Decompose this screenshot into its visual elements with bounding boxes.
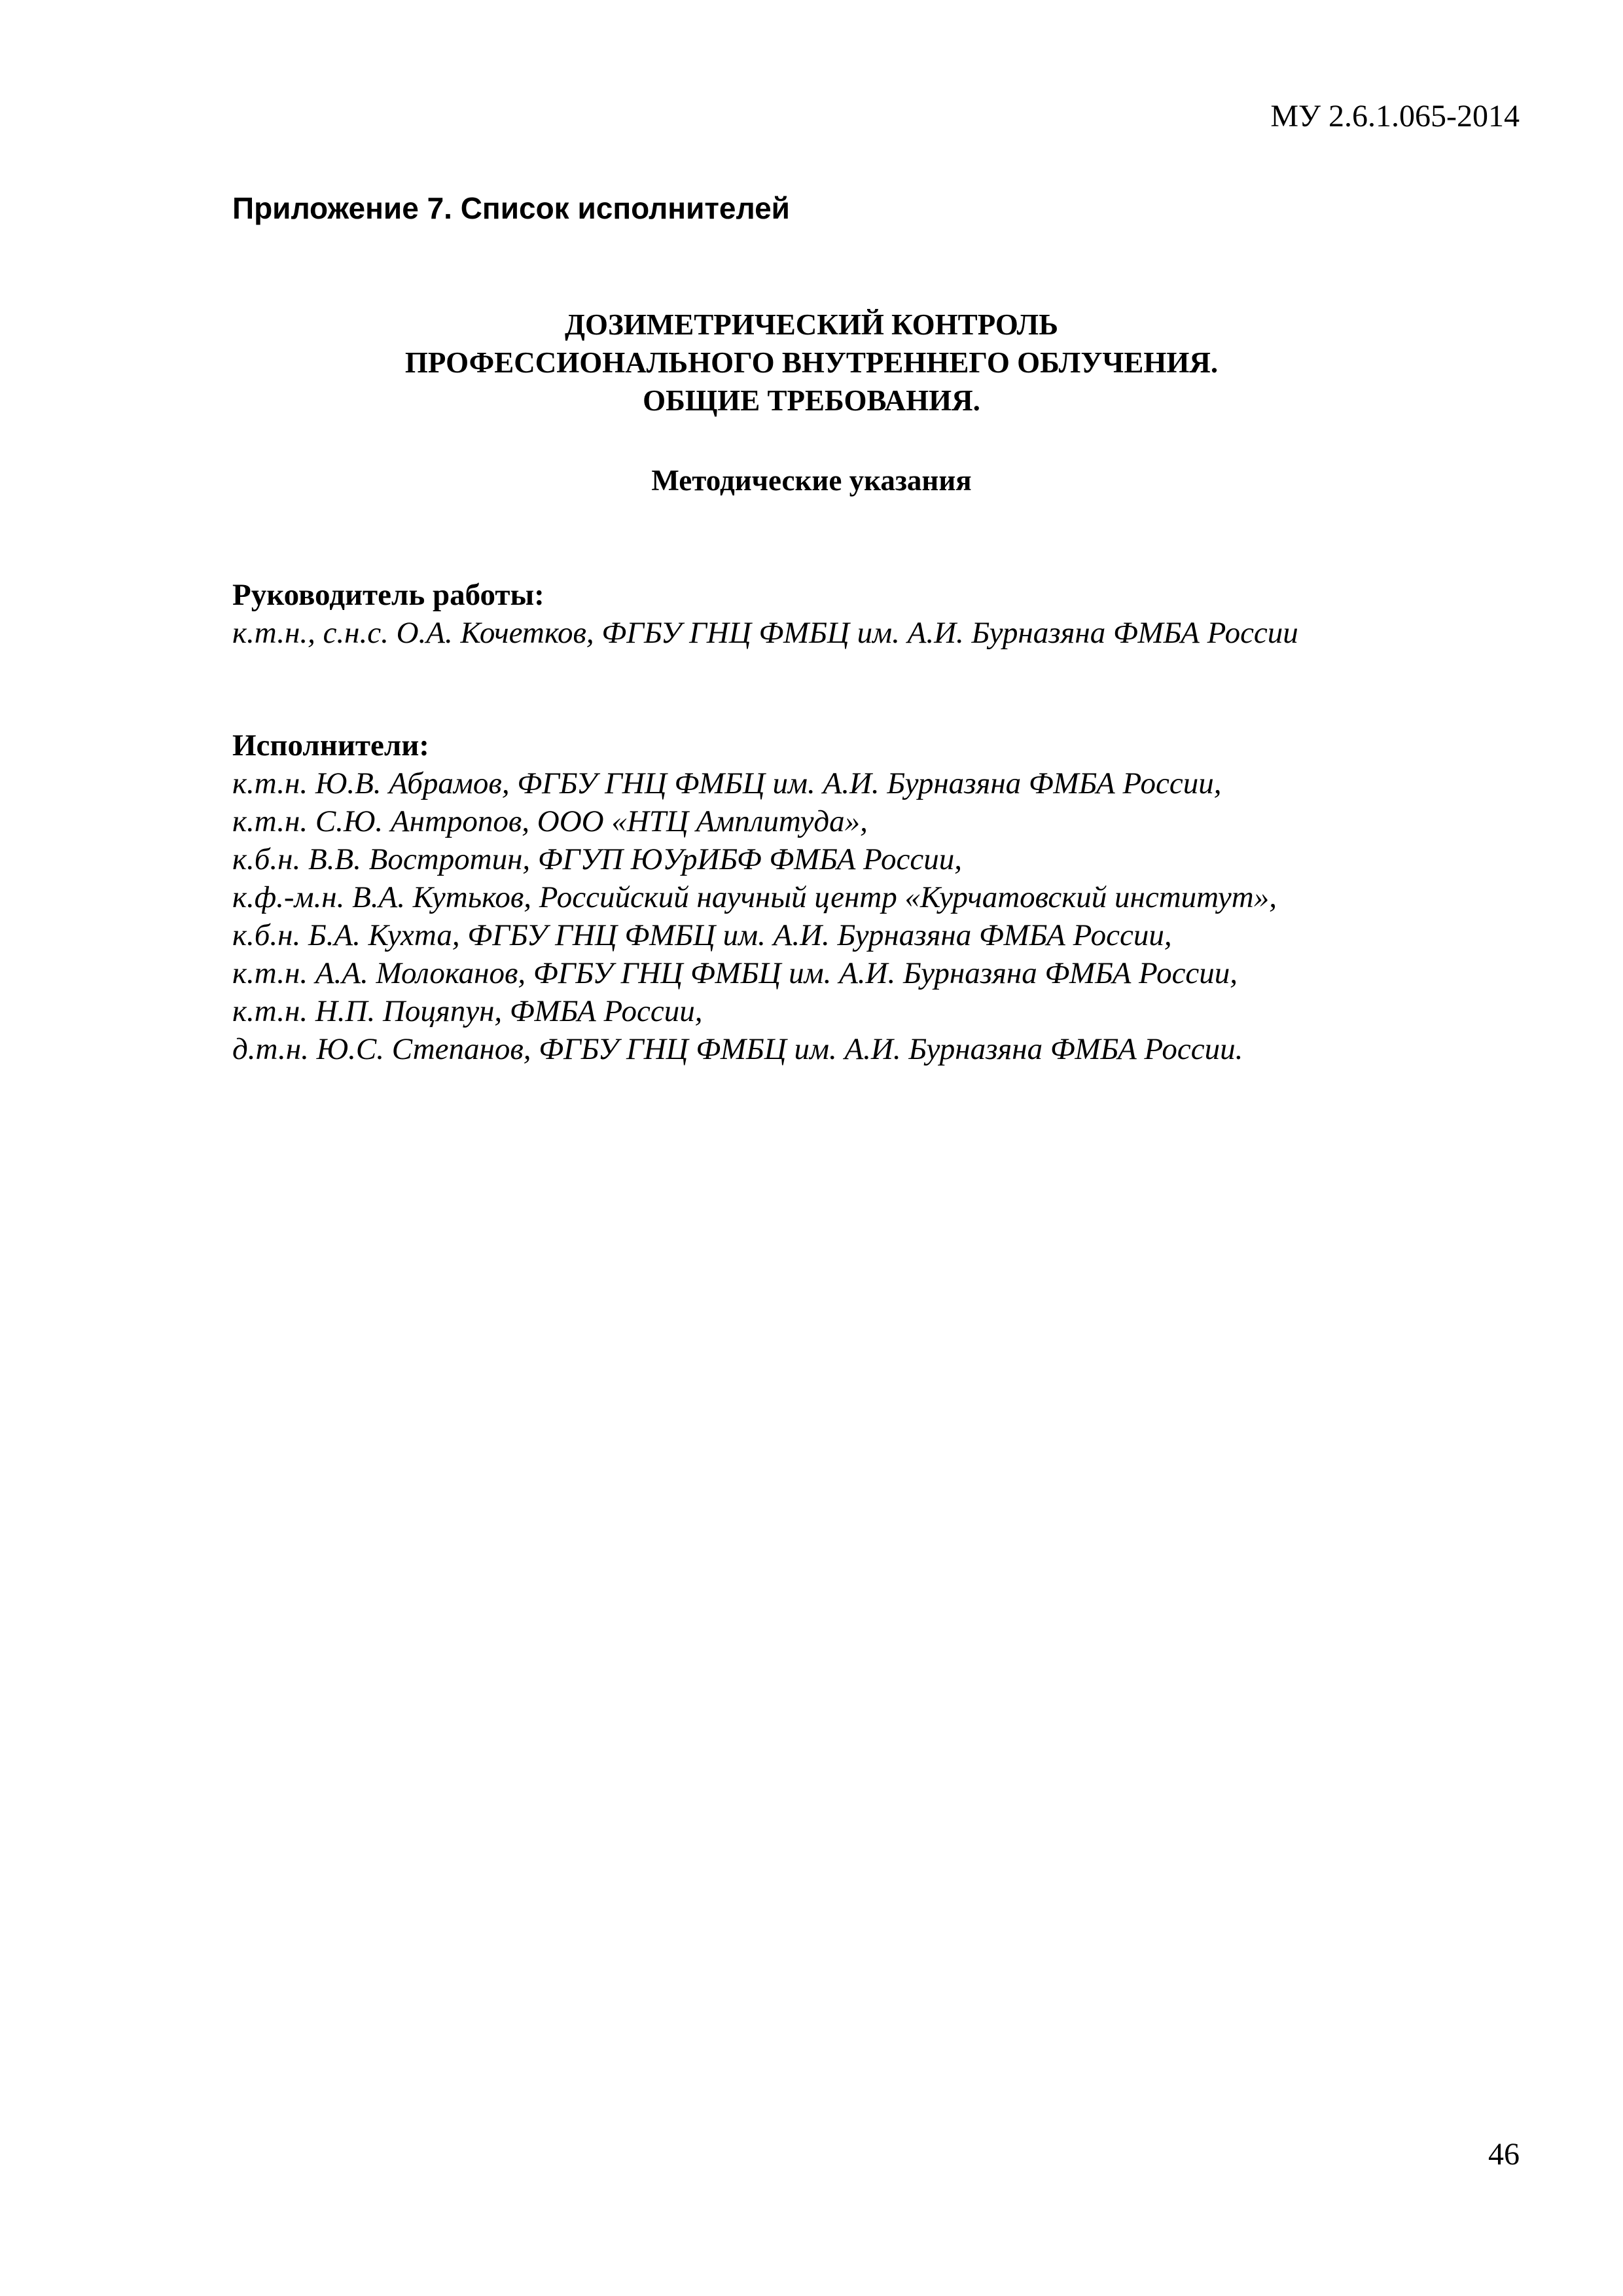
- performer-entry: к.т.н. Ю.В. Абрамов, ФГБУ ГНЦ ФМБЦ им. А.И. Бурназяна ФМБА России,: [232, 766, 1222, 800]
- appendix-title: Приложение 7. Список исполнителей: [232, 191, 790, 225]
- page-number: 46: [1488, 2137, 1520, 2172]
- document-code: МУ 2.6.1.065-2014: [1270, 99, 1520, 134]
- performer-entry: к.т.н. С.Ю. Антропов, ООО «НТЦ Амплитуда»,: [232, 804, 868, 838]
- document-title: [0, 306, 1623, 420]
- work-leader-section: [232, 576, 1298, 652]
- performer-entry: к.т.н. Н.П. Поцяпун, ФМБА России,: [232, 994, 703, 1028]
- document-title-line: ОБЩИЕ ТРЕБОВАНИЯ.: [643, 384, 980, 417]
- work-leader-heading: Руководитель работы:: [232, 578, 544, 612]
- performer-entry: к.б.н. Б.А. Кухта, ФГБУ ГНЦ ФМБЦ им. А.И. Бурназяна ФМБА России,: [232, 918, 1172, 952]
- performer-entry: к.т.н. А.А. Молоканов, ФГБУ ГНЦ ФМБЦ им. А.И. Бурназяна ФМБА России,: [232, 956, 1238, 990]
- work-leader-entry: к.т.н., с.н.с. О.А. Кочетков, ФГБУ ГНЦ ФМБЦ им. А.И. Бурназяна ФМБА России: [232, 616, 1298, 650]
- performer-entry: д.т.н. Ю.С. Степанов, ФГБУ ГНЦ ФМБЦ им. А.И. Бурназяна ФМБА России.: [232, 1032, 1243, 1066]
- performer-entry: к.б.н. В.В. Востротин, ФГУП ЮУрИБФ ФМБА России,: [232, 842, 963, 876]
- performer-entry: к.ф.-м.н. В.А. Кутьков, Российский научный центр «Курчатовский институт»,: [232, 880, 1277, 914]
- performers-section: [232, 726, 1277, 1068]
- document-title-line: ДОЗИМЕТРИЧЕСКИЙ КОНТРОЛЬ: [565, 308, 1058, 341]
- performers-heading: Исполнители:: [232, 728, 429, 762]
- document-subtitle: Методические указания: [651, 464, 972, 497]
- document-title-line: ПРОФЕССИОНАЛЬНОГО ВНУТРЕННЕГО ОБЛУЧЕНИЯ.: [404, 346, 1219, 379]
